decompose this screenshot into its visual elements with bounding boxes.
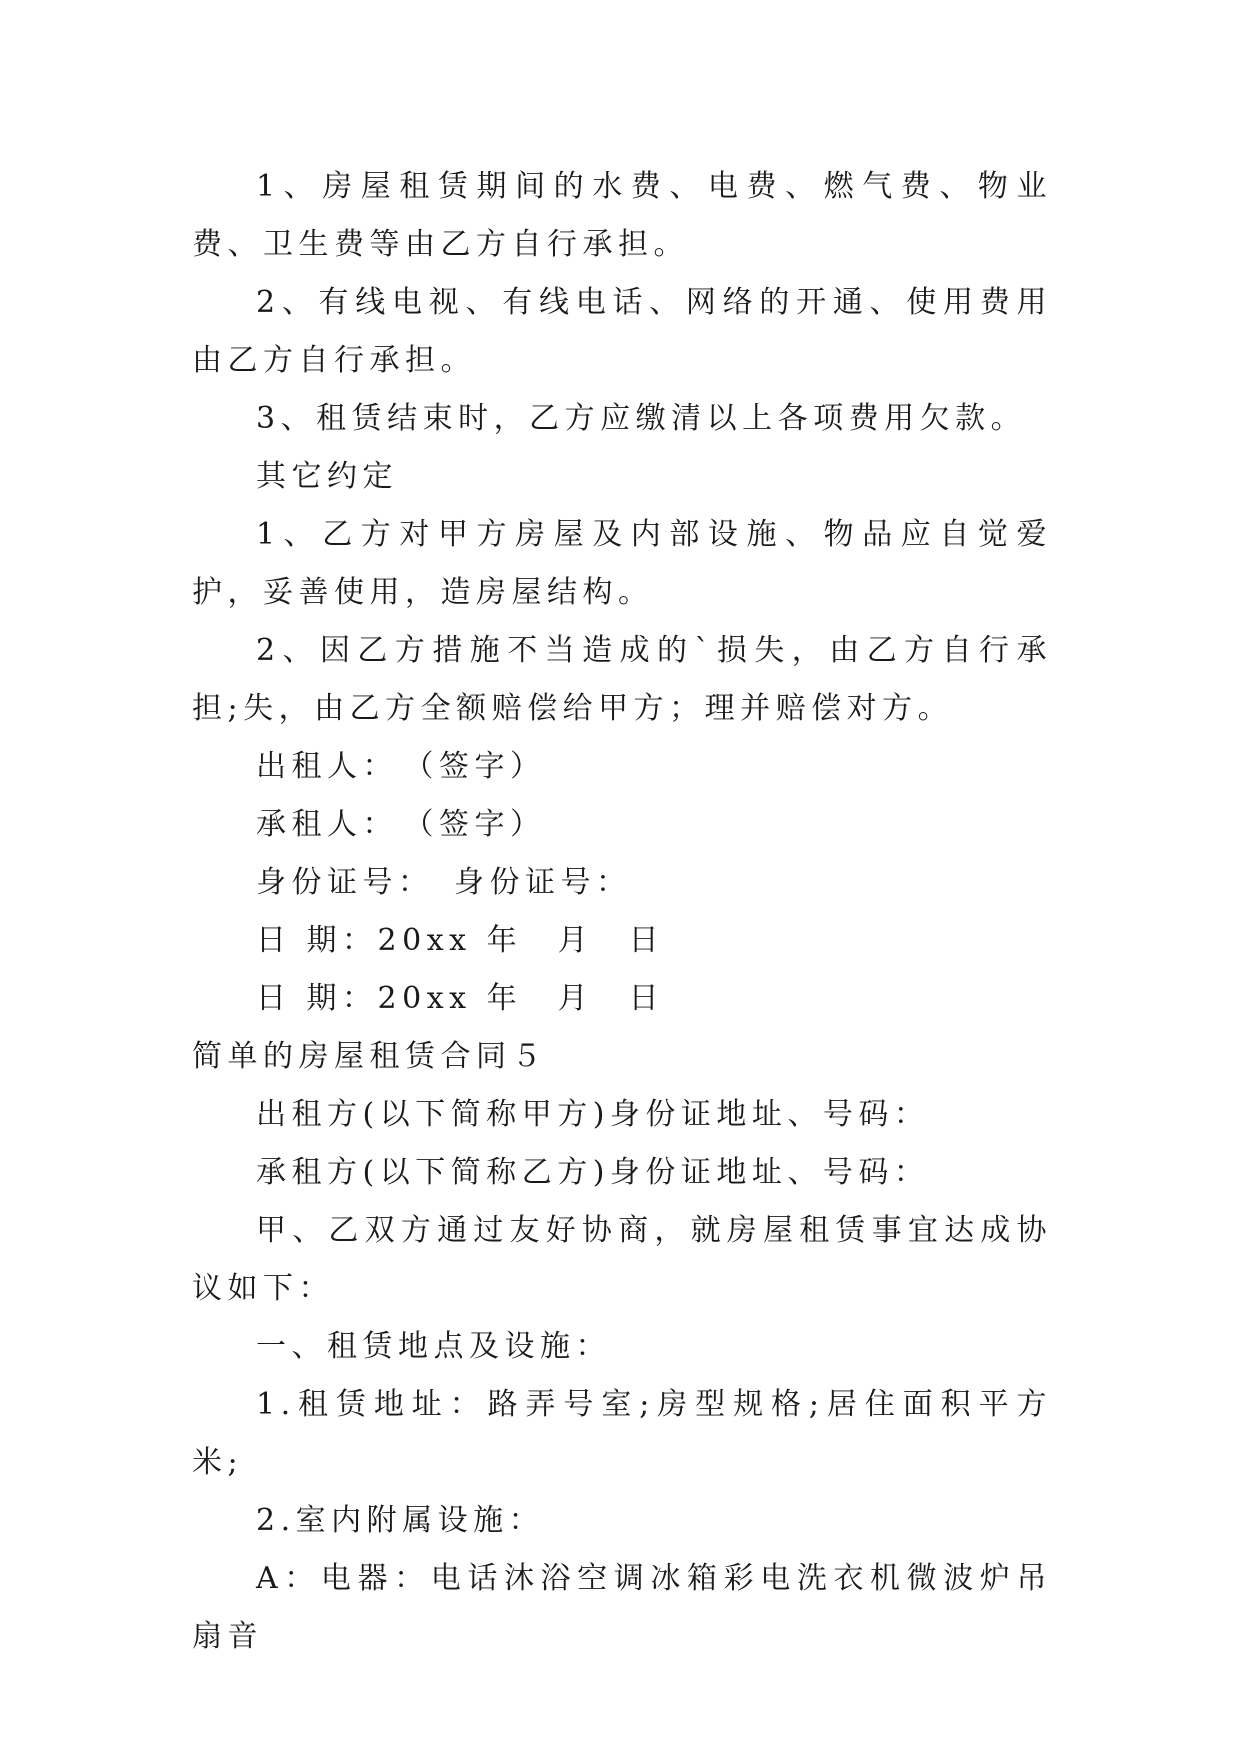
section-heading-location: 一、租赁地点及设施： bbox=[256, 1329, 611, 1364]
party-a-line: 出租方(以下简称甲方)身份证地址、号码： bbox=[256, 1097, 930, 1132]
paragraph-damage-liability: 2、因乙方措施不当造成的`损失，由乙方自行承担;失，由乙方全额赔偿给甲方；理并赔偿对方。 bbox=[192, 633, 1052, 726]
paragraph-rental-address: 1.租赁地址：路弄号室;房型规格;居住面积平方米; bbox=[192, 1387, 1052, 1480]
signature-lessee: 承租人： （签字） bbox=[256, 807, 546, 842]
date-line-lessor: 日 期：20xx 年 月 日 bbox=[256, 923, 665, 958]
contract-title: 简单的房屋租赁合同５ bbox=[192, 1039, 547, 1074]
signature-lessor: 出租人： （签字） bbox=[256, 749, 546, 784]
id-number-line: 身份证号： 身份证号： bbox=[256, 865, 632, 900]
paragraph-indoor-facilities: 2.室内附属设施： bbox=[256, 1503, 545, 1538]
paragraph-utility-fees: 1、房屋租赁期间的水费、电费、燃气费、物业费、卫生费等由乙方自行承担。 bbox=[192, 169, 1052, 262]
section-heading-other-terms: 其它约定 bbox=[256, 459, 398, 494]
paragraph-cable-fees: 2、有线电视、有线电话、网络的开通、使用费用由乙方自行承担。 bbox=[192, 285, 1052, 378]
document-body bbox=[192, 158, 1052, 1666]
date-line-lessee: 日 期：20xx 年 月 日 bbox=[256, 981, 665, 1016]
paragraph-agreement-intro: 甲、乙双方通过友好协商，就房屋租赁事宜达成协议如下： bbox=[192, 1213, 1052, 1306]
party-b-line: 承租方(以下简称乙方)身份证地址、号码： bbox=[256, 1155, 930, 1190]
paragraph-care-of-facilities: 1、乙方对甲方房屋及内部设施、物品应自觉爱护，妥善使用，造房屋结构。 bbox=[192, 517, 1052, 610]
paragraph-settle-arrears: 3、租赁结束时，乙方应缴清以上各项费用欠款。 bbox=[256, 401, 1027, 436]
paragraph-appliances: A：电器：电话沐浴空调冰箱彩电洗衣机微波炉吊扇音 bbox=[192, 1561, 1052, 1654]
